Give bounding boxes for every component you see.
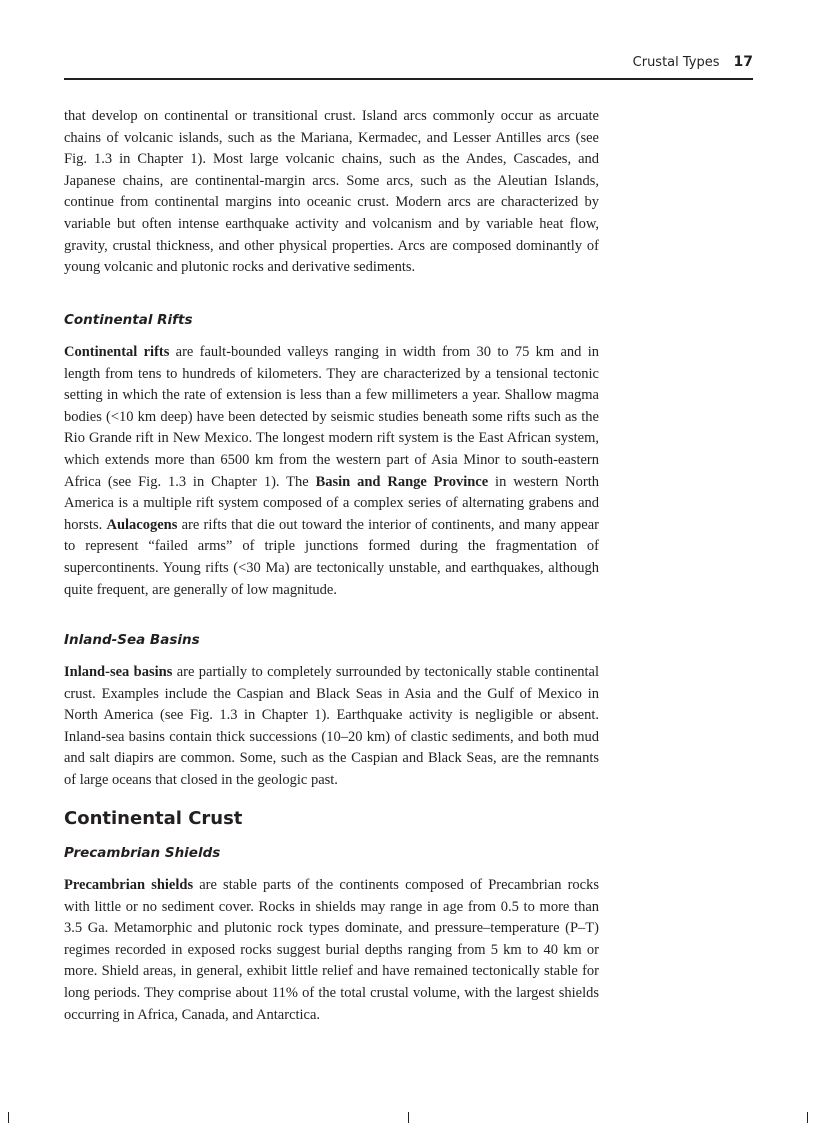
precambrian-shields-block (64, 875, 599, 1026)
precambrian-shields-text: are stable parts of the continents composed of Precambrian rocks with little or no sediment cover. Rocks in shields may range in age from 0.5 to more than 3.5 Ga. Metamorphic and plutonic rock types dominate, and pressure–temperature (P–T) regimes recorded in exposed rocks suggest burial depths ranging from 5 km to 40 km or more. Shield areas, in general, exhibit little relief and have remained tectonically stable for long periods. They comprise about 11% of the total crustal volume, with the largest shields occurring in Africa, Canada, and Antarctica. (64, 877, 599, 1023)
running-head-title: Crustal Types (632, 55, 720, 70)
crop-mark-left (8, 1112, 9, 1123)
term-basin-and-range: Basin and Range Province (315, 473, 489, 490)
header-rule (64, 78, 753, 80)
intro-paragraph: that develop on continental or transitional crust. Island arcs commonly occur as arcuate chains of volcanic islands, such as the Mariana, Kermadec, and Lesser Antilles arcs (see Fig. 1.3 in Chapter 1). Most large volcanic chains, such as the Andes, Cascades, and Japanese chains, are continental-margin arcs. Some arcs, such as the Aleutian Islands, continue from continental margins into oceanic crust. Modern arcs are characterized by variable but often intense earthquake activity and volcanism and by variable heat flow, gravity, crustal thickness, and other physical properties. Arcs are composed dominantly of young volcanic and plutonic rocks and derivative sediments. (64, 108, 599, 276)
term-precambrian-shields: Precambrian shields (64, 877, 194, 893)
page-number: 17 (733, 54, 753, 70)
intro-paragraph-block (64, 106, 599, 279)
inland-sea-basins-heading: Inland-Sea Basins (64, 632, 200, 648)
continental-crust-heading: Continental Crust (64, 808, 243, 829)
continental-rifts-block (64, 342, 599, 601)
continental-rifts-text-2: in western North America is a multiple rift system composed of a complex series of alternating grabens and horsts. (64, 473, 599, 533)
continental-rifts-heading: Continental Rifts (64, 312, 193, 328)
continental-rifts-paragraph (64, 342, 599, 601)
term-inland-sea-basins: Inland-sea basins (64, 664, 173, 680)
crop-mark-right (807, 1112, 808, 1123)
term-aulacogens: Aulacogens (106, 516, 178, 533)
running-head (64, 54, 753, 70)
inland-sea-basins-paragraph (64, 662, 599, 792)
continental-rifts-text-3: are rifts that die out toward the interior of continents, and many appear to represent “failed arms” of triple junctions formed during the fragmentation of supercontinents. Young rifts (<30 Ma) are tectonically unstable, and earthquakes, although quite frequent, are generally of low magnitude. (64, 516, 599, 598)
crop-mark-center (408, 1112, 409, 1123)
precambrian-shields-heading: Precambrian Shields (64, 845, 221, 861)
precambrian-shields-paragraph (64, 875, 599, 1026)
term-continental-rifts: Continental rifts (64, 344, 170, 360)
inland-sea-basins-block (64, 662, 599, 792)
continental-rifts-text-1: are fault-bounded valleys ranging in width from 30 to 75 km and in length from tens to hundreds of kilometers. They are characterized by a tensional tectonic setting in which the rate of extension is less than a few millimeters a year. Shallow magma bodies (<10 km deep) have been detected by seismic studies beneath some rifts such as the Rio Grande rift in New Mexico. The longest modern rift system is the East African system, which extends more than 6500 km from the western part of Asia Minor to south-eastern Africa (see Fig. 1.3 in Chapter 1). The (64, 344, 599, 490)
inland-sea-basins-text: are partially to completely surrounded by tectonically stable continental crust. Examples include the Caspian and Black Seas in Asia and the Gulf of Mexico in North America (see Fig. 1.3 in Chapter 1). Earthquake activity is negligible or absent. Inland-sea basins contain thick successions (10–20 km) of clastic sediments, and both mud and salt diapirs are common. Some, such as the Caspian and Black Seas, are the remnants of large oceans that closed in the geologic past. (64, 664, 599, 788)
